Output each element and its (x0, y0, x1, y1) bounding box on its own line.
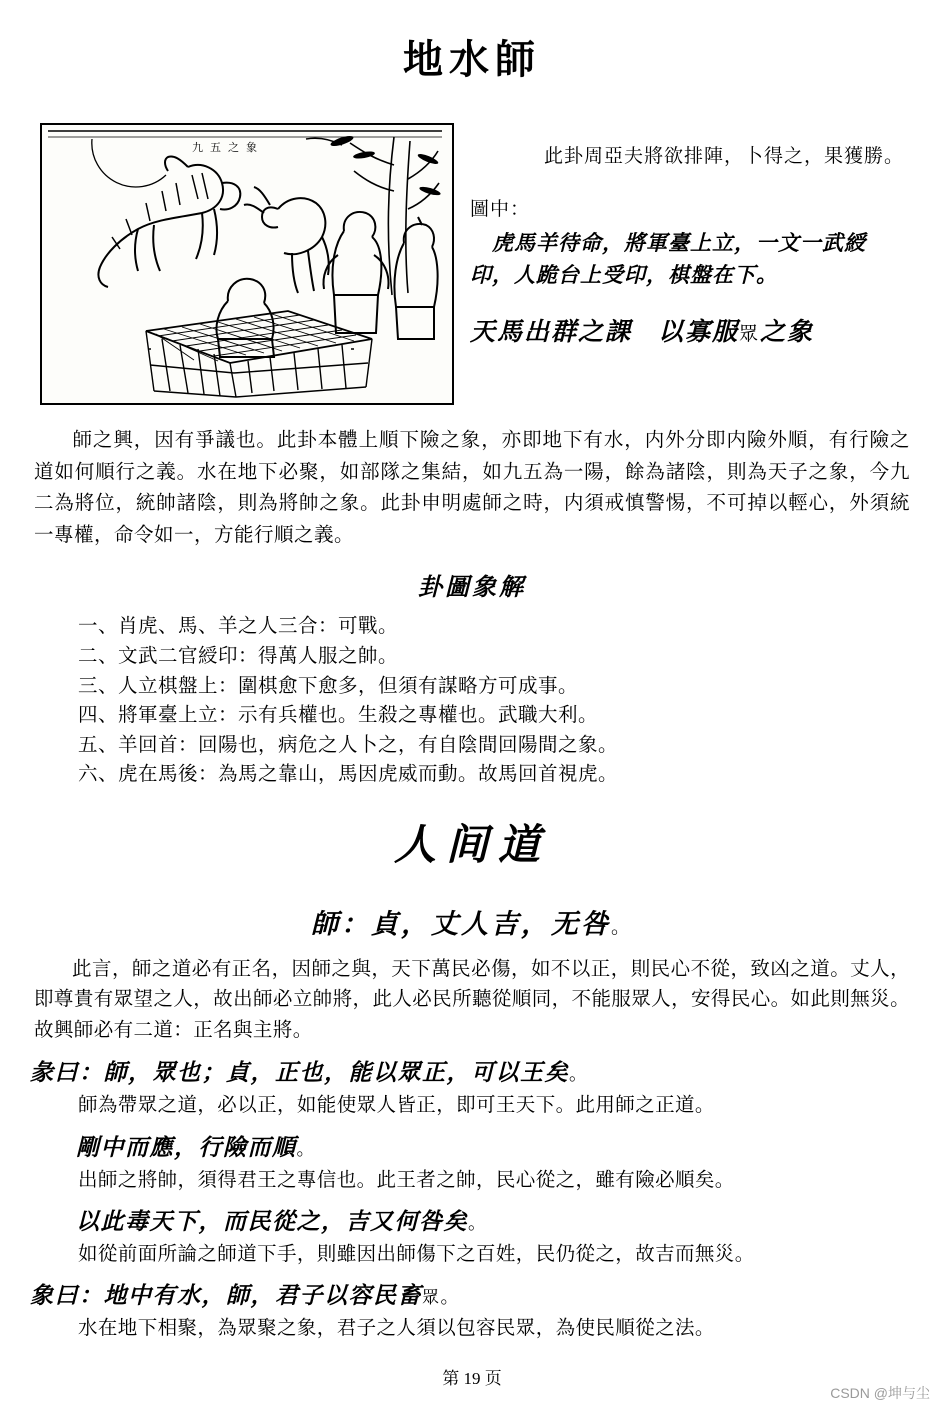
list-item: 六、虎在馬後：為馬之靠山，馬因虎威而動。故馬回首視虎。 (78, 764, 619, 786)
commentary-quote-2 (76, 1129, 944, 1162)
commentary-quote: 師，眾也；貞，正也，能以眾正，可以王矣 (103, 1059, 569, 1087)
commentary-quote: 地中有水，師，君子以容民畜 (103, 1282, 422, 1310)
list-item: 一、肖虎、馬、羊之人三合：可戰。 (78, 616, 399, 638)
commentary-quote: 以此毒天下，而民從之，吉又何咎矣 (76, 1207, 468, 1235)
divination-note: 此卦周亞夫將欲排陣，卜得之，果獲勝。 (543, 146, 904, 167)
top-block (0, 123, 944, 405)
main-paragraph (34, 425, 910, 551)
commentary-explain-4: 水在地下相聚，為眾聚之象，君子之人須以包容民眾，為使民順從之法。 (78, 1318, 715, 1340)
commentary-prefix: 象曰： (30, 1282, 104, 1310)
oracle-tail: 。 (610, 916, 633, 939)
figure-poem (470, 227, 908, 290)
svg-text:五: 五 (210, 141, 221, 154)
list-item: 三、人立棋盤上：圍棋愈下愈多，但須有謀略方可成事。 (78, 675, 579, 697)
page-number: 第 19 页 (442, 1369, 502, 1388)
numbered-list (78, 612, 944, 790)
brush-section-title: 人间道 (393, 820, 550, 870)
oracle-explanation (34, 955, 910, 1046)
section-heading: 卦圖象解 (418, 572, 526, 602)
commentary-quote-tail: 。 (569, 1064, 589, 1086)
top-right-text (454, 123, 908, 348)
oracle-text (0, 902, 944, 941)
motto-tail: 之象 (760, 317, 815, 346)
figure-label: 圖中： (470, 199, 531, 220)
commentary-quote: 剛中而應，行險而順 (76, 1133, 297, 1161)
commentary-prefix: 彖曰： (30, 1059, 104, 1087)
main-paragraph-text: 師之興，因有爭議也。此卦本體上順下險之象，亦即地下有水，内外分即内險外順，有行險之道如何順行之義。水在地下必聚，如部隊之集結，如九五為一陽，餘為諸陰，則為天子之象，今九二為將位，統帥諸陰，則為將帥之象。此卦申明處師之時，内須戒慎警惕，不可掉以輕心，外須統一專權，命令如一，方能行順之義。 (34, 430, 910, 546)
commentary-quote-1 (30, 1054, 944, 1087)
oracle-explanation-text: 此言，師之道必有正名，因師之與，天下萬民必傷，如不以正，則民心不從，致凶之道。丈人，即尊貴有眾望之人，故出師必立帥將，此人必民所聽從順同，不能服眾人，安得民心。如此則無災。故興師必有二道：正名與主將。 (34, 959, 910, 1041)
commentary-quote-tail: 。 (468, 1212, 488, 1234)
motto-left: 天馬出群之課 (470, 317, 633, 346)
list-item: 五、羊回首：回陽也，病危之人卜之，有自陰間回陽間之象。 (78, 734, 619, 756)
commentary-explain-1: 師為帶眾之道，必以正，如能使眾人皆正，即可王天下。此用師之正道。 (78, 1095, 715, 1117)
svg-text:象: 象 (246, 141, 257, 154)
commentary-quote-4 (30, 1277, 944, 1310)
commentary-quote-tail: 。 (440, 1287, 460, 1309)
poem-line-2: 印，人跪台上受印，棋盤在下。 (470, 261, 778, 287)
commentary-explain-3: 如從前面所論之師道下手，則雖因出師傷下之百姓，民仍從之，故吉而無災。 (78, 1243, 755, 1265)
motto-right: 以寡服 (658, 317, 740, 346)
page-title: 地水師 (403, 36, 541, 83)
commentary-quote-small: 眾 (422, 1288, 441, 1309)
watermark: CSDN @坤与尘 (830, 1385, 930, 1401)
hexagram-illustration (40, 123, 454, 405)
document-page (0, 28, 944, 1411)
svg-text:之: 之 (228, 141, 239, 154)
oracle-main: 師：貞，丈人吉，无咎 (310, 909, 611, 941)
poem-line-1: 虎馬羊待命，將軍臺上立，一文一武綬 (492, 230, 866, 255)
svg-text:九: 九 (192, 141, 203, 154)
commentary-quote-3 (76, 1203, 944, 1236)
list-item: 四、將軍臺上立：示有兵權也。生殺之專權也。武職大利。 (78, 705, 599, 727)
commentary-quote-tail: 。 (296, 1138, 316, 1160)
commentary-explain-2: 出師之將帥，須得君王之專信也。此王者之帥，民心從之，雖有險必順矣。 (78, 1169, 735, 1191)
motto-small: 眾 (739, 323, 761, 345)
hexagram-motto (470, 312, 908, 348)
illustration-drawing (42, 125, 448, 399)
list-item: 二、文武二官綬印：得萬人服之帥。 (78, 645, 399, 667)
